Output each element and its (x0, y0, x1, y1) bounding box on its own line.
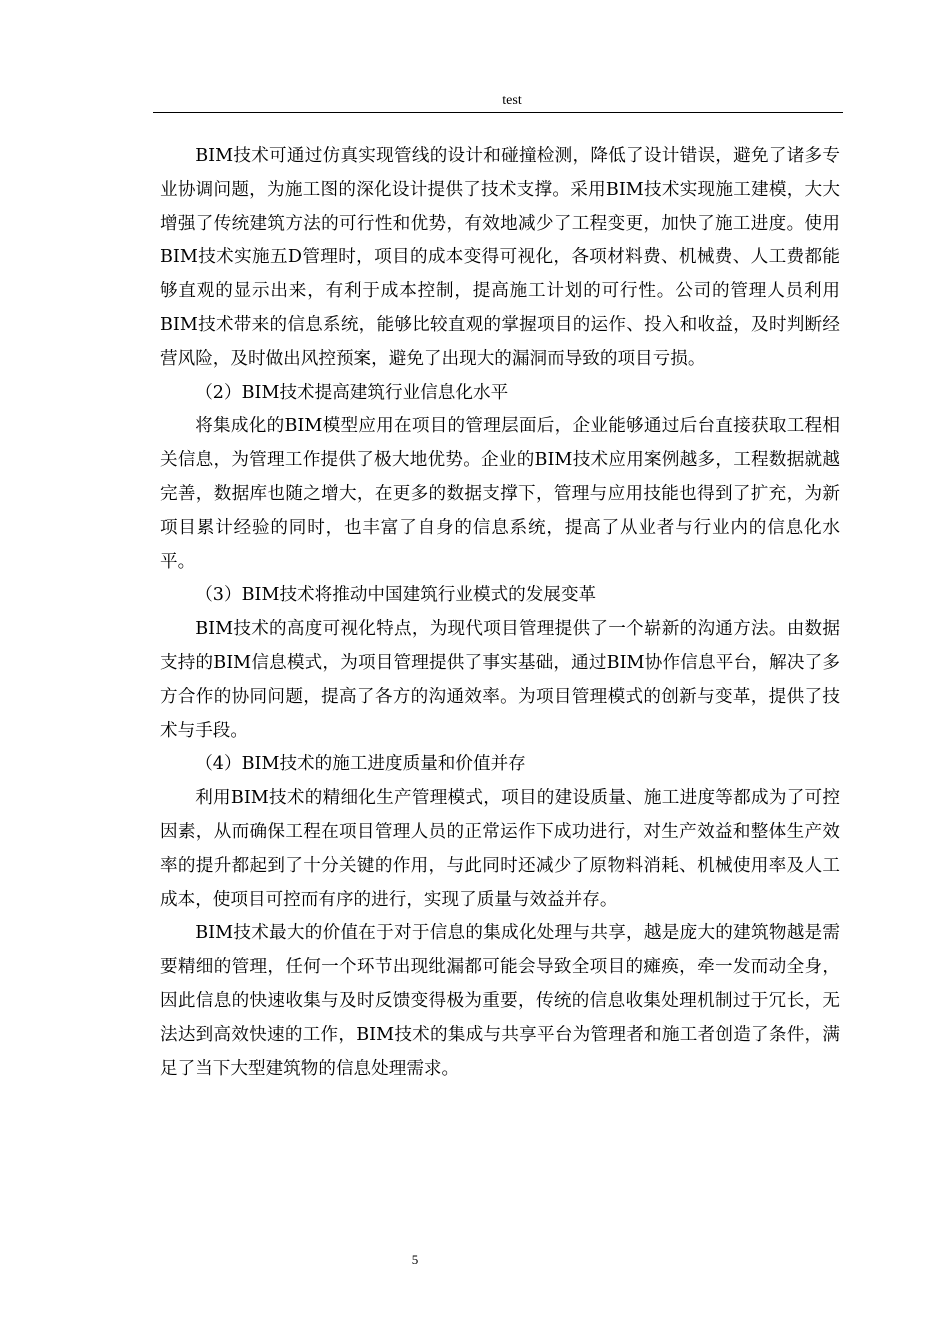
document-body (160, 140, 840, 1086)
page-number: 5 (411, 1252, 419, 1267)
header-divider (153, 112, 843, 113)
page-header-title: test (502, 93, 522, 108)
section-heading-4: （4）BIM技术的施工进度质量和价值并存 (195, 754, 526, 775)
section-heading-3: （3）BIM技术将推动中国建筑行业模式的发展变革 (195, 585, 597, 606)
paragraph-bim-benefits: BIM技术可通过仿真实现管线的设计和碰撞检测，降低了设计错误，避免了诸多专业协调问题，为施工图的深化设计提供了技术支撑。采用BIM技术实现施工建模，大大增强了传统建筑方法的可行性和优势，有效地减少了工程变更，加快了施工进度。使用BIM技术实施五D管理时，项目的成本变得可视化，各项材料费、机械费、人工费都能够直观的显示出来，有利于成本控制，提高施工计划的可行性。公司的管理人员利用BIM技术带来的信息系统，能够比较直观的掌握项目的运作、投入和收益，及时判断经营风险，及时做出风控预案，避免了出现大的漏洞而导致的项目亏损。 (160, 146, 840, 369)
section-heading-2: （2）BIM技术提高建筑行业信息化水平 (195, 382, 509, 403)
paragraph-informatization: 将集成化的BIM模型应用在项目的管理层面后，企业能够通过后台直接获取工程相关信息，为管理工作提供了极大地优势。企业的BIM技术应用案例越多，工程数据就越完善，数据库也随之增大，在更多的数据支撑下，管理与应用技能也得到了扩充，为新项目累计经验的同时，也丰富了自身的信息系统，提高了从业者与行业内的信息化水平。 (160, 416, 840, 572)
paragraph-industry-reform: BIM技术的高度可视化特点，为现代项目管理提供了一个崭新的沟通方法。由数据支持的BIM信息模式，为项目管理提供了事实基础，通过BIM协作信息平台，解决了多方合作的协同问题，提高了各方的沟通效率。为项目管理模式的创新与变革，提供了技术与手段。 (160, 619, 840, 741)
paragraph-quality-value: 利用BIM技术的精细化生产管理模式，项目的建设质量、施工进度等都成为了可控因素，从而确保工程在项目管理人员的正常运作下成功进行，对生产效益和整体生产效率的提升都起到了十分关键的作用，与此同时还减少了原物料消耗、机械使用率及人工成本，使项目可控而有序的进行，实现了质量与效益并存。 (160, 788, 840, 910)
paragraph-bim-value: BIM技术最大的价值在于对于信息的集成化处理与共享，越是庞大的建筑物越是需要精细的管理，任何一个环节出现纰漏都可能会导致全项目的瘫痪，牵一发而动全身，因此信息的快速收集与及时反馈变得极为重要，传统的信息收集处理机制过于冗长，无法达到高效快速的工作，BIM技术的集成与共享平台为管理者和施工者创造了条件，满足了当下大型建筑物的信息处理需求。 (160, 923, 840, 1079)
